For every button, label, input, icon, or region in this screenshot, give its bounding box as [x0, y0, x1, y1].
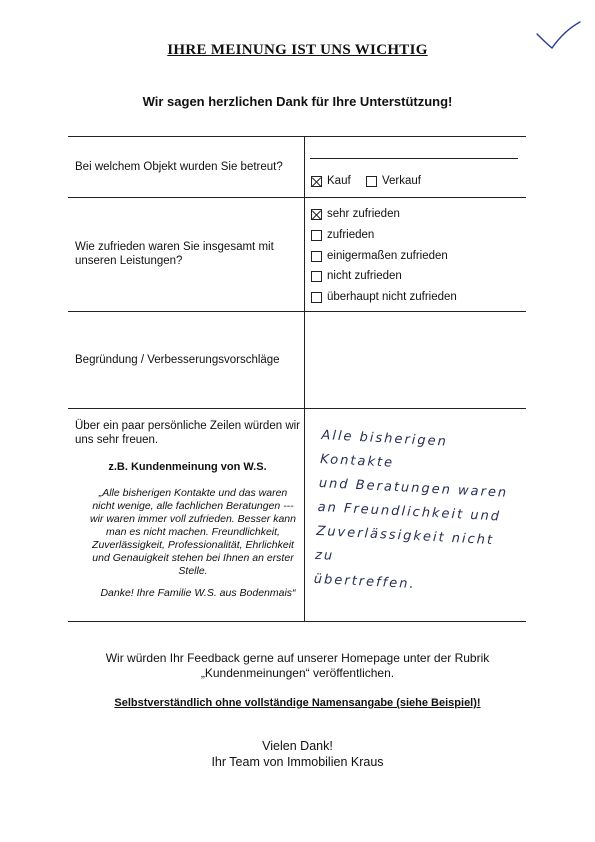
question-zeilen: Über ein paar persönliche Zeilen würden wir uns sehr freuen.	[75, 420, 301, 446]
example-text: „Alle bisherigen Kontakte und das waren nicht wenige, alle fachlichen Beratungen --- wir waren immer voll zufrieden. Besser kann man es nicht machen. Freundlichkeit, Zuverlässigkeit, Professionalität, Ehrlichkeit und Genauigkeit stehen bei Ihnen an erster Stelle.	[90, 487, 296, 577]
checkbox-ueberhaupt-nicht-zufrieden[interactable]	[311, 292, 322, 303]
closing	[0, 738, 595, 770]
question-zufriedenheit: Wie zufrieden waren Sie insgesamt mit unseren Leistungen?	[75, 241, 274, 267]
page-title: IHRE MEINUNG IST UNS WICHTIG	[167, 42, 428, 58]
handwritten-line: übertreffen.	[313, 571, 416, 593]
row-divider	[68, 311, 526, 312]
row-divider	[68, 197, 526, 198]
table-bottom-border	[68, 621, 526, 622]
option-label: nicht zufrieden	[327, 270, 402, 282]
checkbox-sehr-zufrieden[interactable]	[311, 209, 322, 220]
option-nicht-zufrieden[interactable]	[311, 269, 402, 283]
option-sehr-zufrieden[interactable]	[311, 207, 400, 221]
column-divider	[304, 136, 305, 621]
option-einigermassen-zufrieden[interactable]	[311, 249, 448, 263]
checkbox-einigermassen-zufrieden[interactable]	[311, 251, 322, 262]
option-verkauf-label: Verkauf	[382, 175, 421, 187]
example-title: z.B. Kundenmeinung von W.S.	[108, 461, 267, 473]
checkbox-nicht-zufrieden[interactable]	[311, 271, 322, 282]
example-signoff: Danke! Ihre Familie W.S. aus Bodenmais“	[100, 587, 296, 599]
option-label: sehr zufrieden	[327, 208, 400, 220]
handwritten-line: Zuverlässigkeit nicht zu	[314, 523, 495, 564]
checkbox-verkauf[interactable]	[366, 176, 377, 187]
closing-thanks: Vielen Dank!	[262, 739, 333, 753]
option-ueberhaupt-nicht-zufrieden[interactable]	[311, 290, 457, 304]
handwritten-line: an Freundlichkeit und	[317, 499, 502, 525]
footer-line-1: Wir würden Ihr Feedback gerne auf unserer Homepage unter der Rubrik	[105, 651, 490, 665]
option-verkauf[interactable]	[366, 174, 421, 188]
checkbox-kauf[interactable]	[311, 176, 322, 187]
closing-team: Ihr Team von Immobilien Kraus	[211, 755, 384, 769]
option-kauf[interactable]	[311, 174, 351, 188]
handwritten-line: und Beratungen waren	[318, 475, 509, 501]
table-top-border	[68, 136, 526, 137]
option-zufrieden[interactable]	[311, 228, 374, 242]
option-kauf-label: Kauf	[327, 175, 351, 187]
question-objekt: Bei welchem Objekt wurden Sie betreut?	[75, 161, 283, 173]
answer-line	[310, 158, 518, 159]
handwritten-comment	[313, 424, 522, 602]
footer-text	[0, 651, 595, 681]
question-begruendung: Begründung / Verbesserungsvorschläge	[75, 354, 280, 366]
option-label: einigermaßen zufrieden	[327, 250, 448, 262]
row-divider	[68, 408, 526, 409]
page-subtitle: Wir sagen herzlichen Dank für Ihre Unterstützung!	[142, 94, 453, 109]
option-label: zufrieden	[327, 229, 375, 241]
footer-line-2: „Kundenmeinungen“ veröffentlichen.	[200, 666, 395, 680]
handwritten-line: Alle bisherigen Kontakte	[319, 427, 449, 471]
checkbox-zufrieden[interactable]	[311, 230, 322, 241]
footer-note: Selbstverständlich ohne vollständige Namensangabe (siehe Beispiel)!	[114, 697, 481, 709]
option-label: überhaupt nicht zufrieden	[327, 291, 457, 303]
